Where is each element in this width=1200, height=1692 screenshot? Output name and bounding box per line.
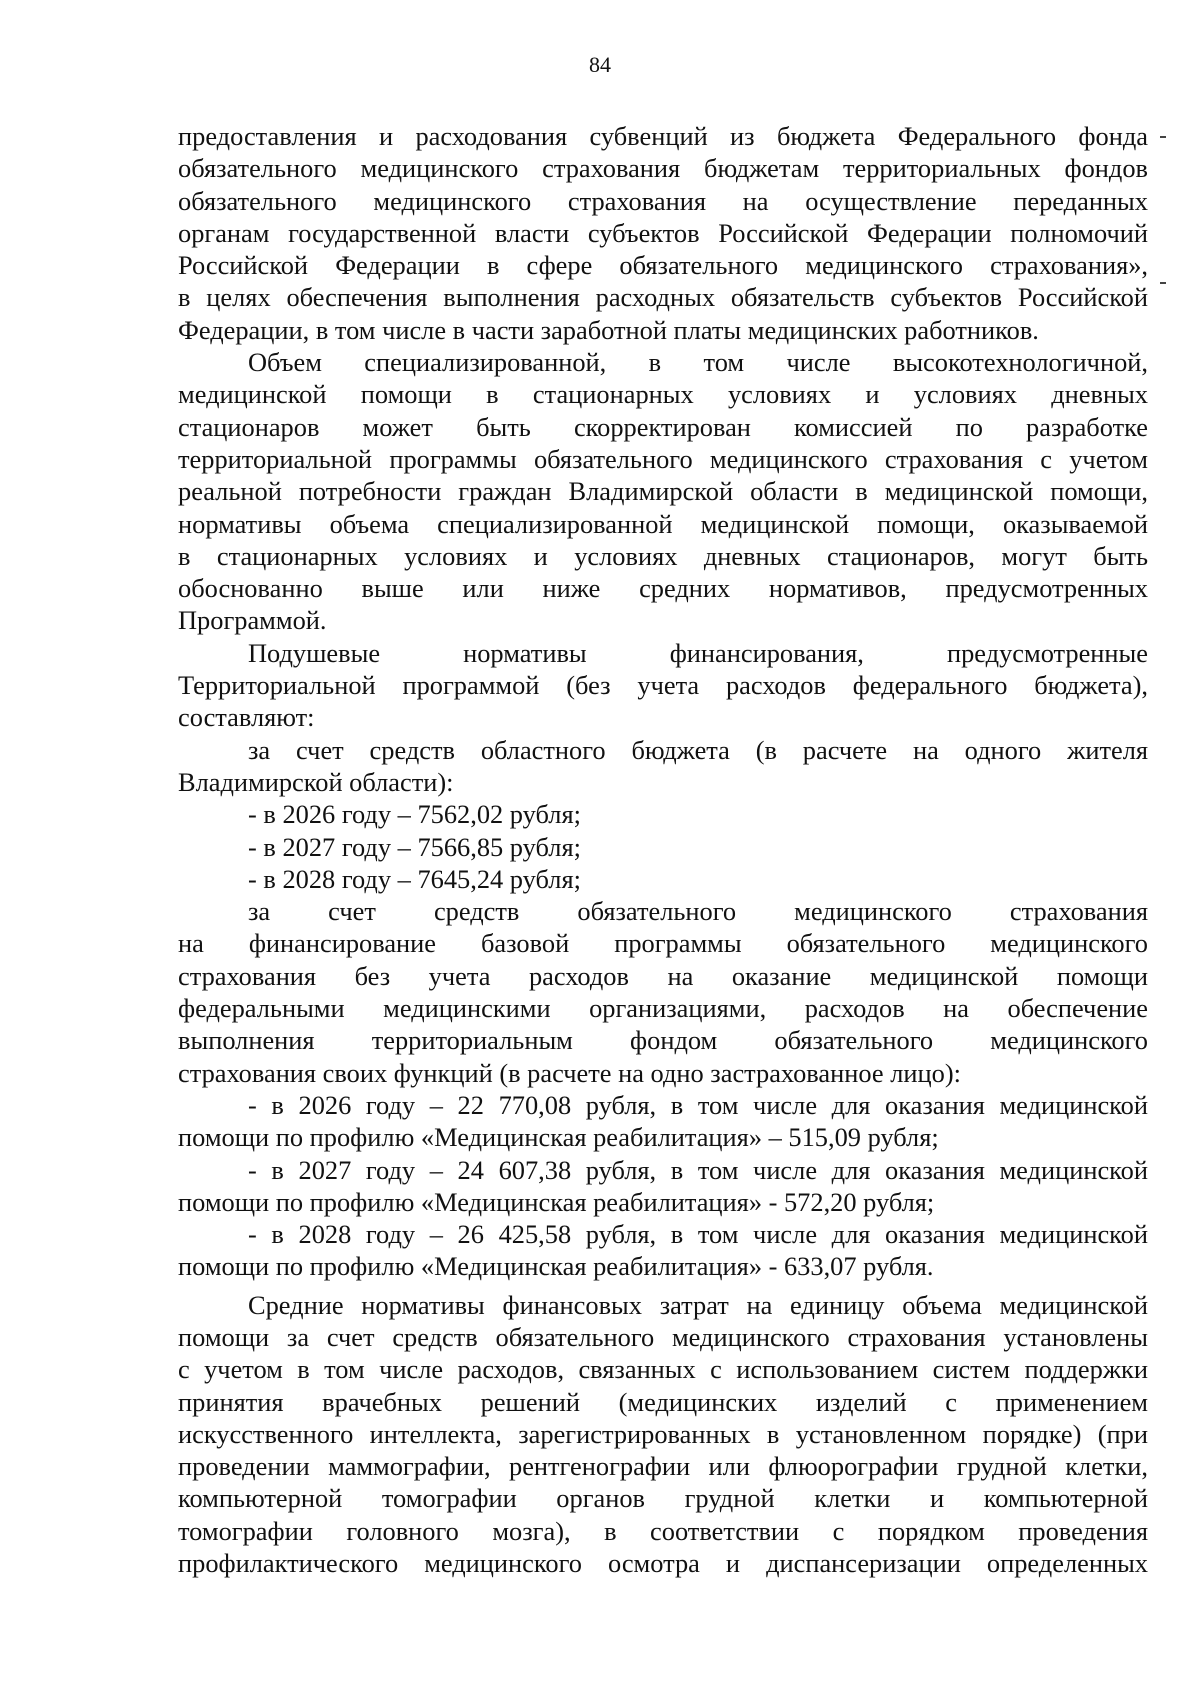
text-line: предоставления и расходования субвенций из бюджета Федерального фонда <box>178 121 1148 151</box>
text-line: выполнения территориальным фондом обязательного медицинского <box>178 1025 1148 1056</box>
text-line: принятия врачебных решений (медицинских изделий с применением <box>178 1386 1148 1417</box>
text-line: органам государственной власти субъектов Российской Федерации полномочий <box>178 217 1148 248</box>
text-line: федеральными медицинскими организациями, расходов на обеспечение <box>178 993 1148 1024</box>
text-line: нормативы объема специализированной медицинской помощи, оказываемой <box>178 508 1148 539</box>
text-line: Территориальной программой (без учета расходов федерального бюджета), <box>178 670 1148 701</box>
text-line: территориальной программы обязательного медицинского страхования с учетом <box>178 443 1148 474</box>
text-line: - в 2028 году – 7645,24 рубля; <box>248 863 581 894</box>
text-line: - в 2027 году – 24 607,38 рубля, в том числе для оказания медицинской <box>248 1154 1148 1185</box>
text-line: томографии головного мозга), в соответствии с порядком проведения <box>178 1515 1148 1546</box>
text-line: Объем специализированной, в том числе высокотехнологичной, <box>248 347 1148 378</box>
text-line: Владимирской области): <box>178 766 454 797</box>
text-line: на финансирование базовой программы обязательного медицинского <box>178 928 1148 959</box>
text-line: Программой. <box>178 605 327 636</box>
document-body <box>178 120 1148 1579</box>
text-line: - в 2027 году – 7566,85 рубля; <box>248 831 581 862</box>
text-line: помощи по профилю «Медицинская реабилитация» - 572,20 рубля; <box>178 1186 935 1217</box>
text-line: помощи за счет средств обязательного медицинского страхования установлены <box>178 1321 1148 1352</box>
text-line: страхования своих функций (в расчете на одно застрахованное лицо): <box>178 1057 961 1088</box>
text-line: обязательного медицинского страхования на осуществление переданных <box>178 185 1148 216</box>
page-number: 84 <box>589 52 611 77</box>
text-line: - в 2026 году – 7562,02 рубля; <box>248 799 581 830</box>
text-line: в стационарных условиях и условиях дневных стационаров, могут быть <box>178 540 1148 571</box>
text-line: Российской Федерации в сфере обязательного медицинского страхования», <box>178 250 1148 281</box>
text-line: Средние нормативы финансовых затрат на единицу объема медицинской <box>248 1289 1148 1320</box>
text-line: искусственного интеллекта, зарегистрированных в установленном порядке) (при <box>178 1418 1148 1449</box>
text-line: за счет средств обязательного медицинского страхования <box>248 896 1148 927</box>
text-line: обоснованно выше или ниже средних нормативов, предусмотренных <box>178 573 1148 604</box>
text-line: компьютерной томографии органов грудной клетки и компьютерной <box>178 1483 1148 1514</box>
text-line: в целях обеспечения выполнения расходных обязательств субъектов Российской <box>178 282 1148 313</box>
text-line: за счет средств областного бюджета (в расчете на одного жителя <box>248 734 1148 765</box>
text-line: - в 2026 году – 22 770,08 рубля, в том числе для оказания медицинской <box>248 1089 1148 1120</box>
text-line: составляют: <box>178 702 315 733</box>
text-line: реальной потребности граждан Владимирской области в медицинской помощи, <box>178 476 1148 507</box>
text-line: Федерации, в том числе в части заработной платы медицинских работников. <box>178 314 1039 345</box>
text-line: профилактического медицинского осмотра и диспансеризации определенных <box>178 1548 1148 1579</box>
text-line: помощи по профилю «Медицинская реабилитация» – 515,09 рубля; <box>178 1122 939 1153</box>
text-line: - в 2028 году – 26 425,58 рубля, в том числе для оказания медицинской <box>248 1219 1148 1250</box>
margin-mark <box>1160 136 1166 138</box>
text-line: с учетом в том числе расходов, связанных с использованием систем поддержки <box>178 1354 1148 1385</box>
margin-mark <box>1160 282 1166 284</box>
text-line: помощи по профилю «Медицинская реабилитация» - 633,07 рубля. <box>178 1251 934 1282</box>
text-line: медицинской помощи в стационарных условиях и условиях дневных <box>178 379 1148 410</box>
text-line: обязательного медицинского страхования бюджетам территориальных фондов <box>178 153 1148 184</box>
text-line: стационаров может быть скорректирован комиссией по разработке <box>178 411 1148 442</box>
text-line: Подушевые нормативы финансирования, предусмотренные <box>248 637 1148 668</box>
text-line: проведении маммографии, рентгенографии или флюорографии грудной клетки, <box>178 1451 1148 1482</box>
text-line: страхования без учета расходов на оказание медицинской помощи <box>178 960 1148 991</box>
